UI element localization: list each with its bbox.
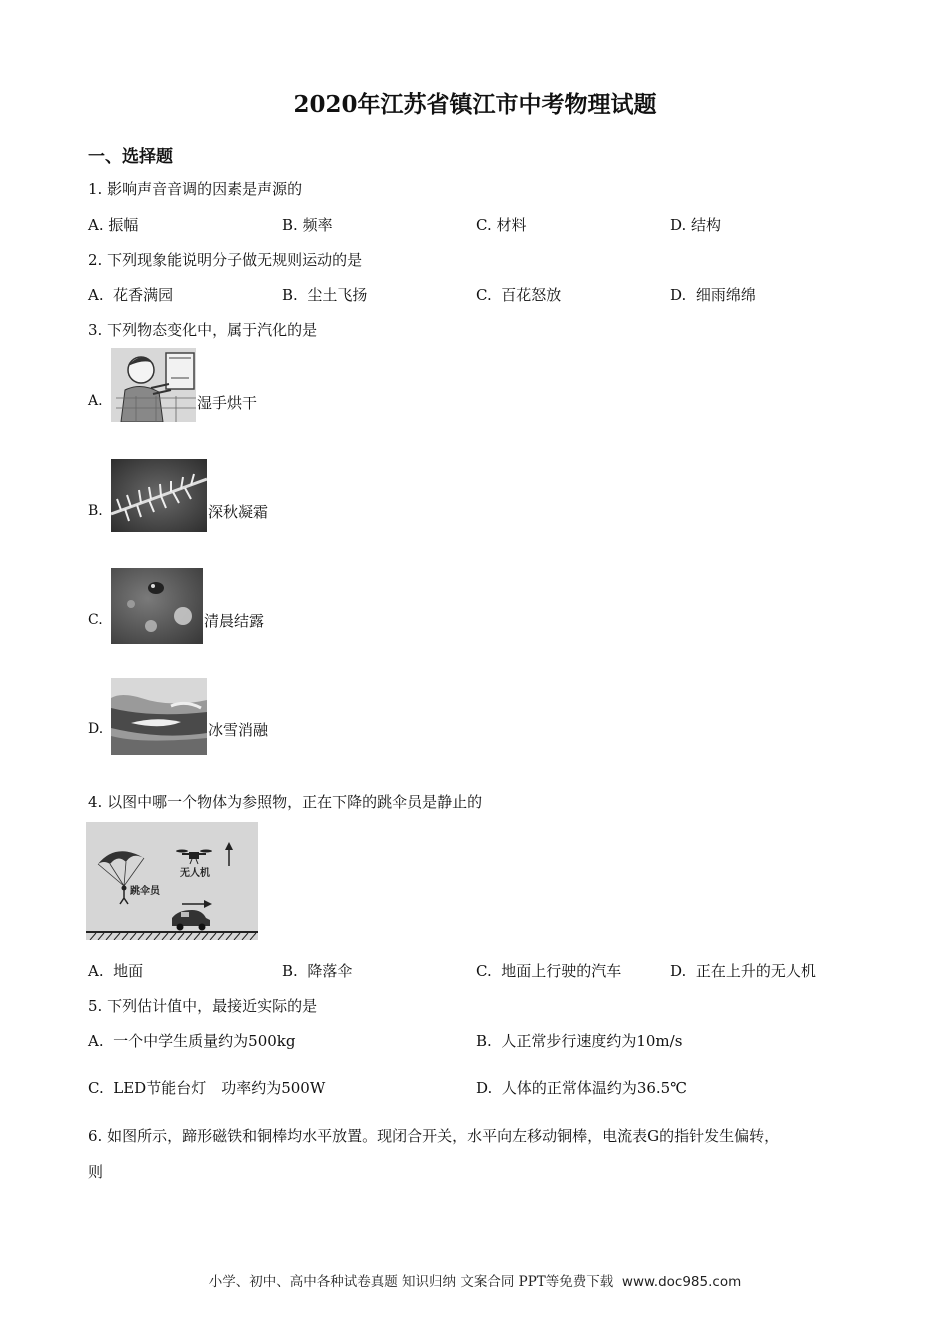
question-1-stem: 1. 影响声音音调的因素是声源的	[88, 180, 303, 198]
option-text: 地面	[113, 962, 144, 980]
option-text: 地面上行驶的汽车	[501, 962, 622, 980]
q3-option-c-label: C.	[88, 612, 103, 628]
q1-option-d	[670, 214, 721, 235]
option-label: C.	[88, 1079, 104, 1097]
question-5-stem: 5. 下列估计值中，最接近实际的是	[88, 997, 318, 1015]
q5-option-c	[88, 1077, 325, 1098]
footer-text: 小学、初中、高中各种试卷真题 知识归纳 文案合同 PPT等免费下载	[208, 1274, 614, 1290]
question-6-stem: 6. 如图所示，蹄形磁铁和铜棒均水平放置。现闭合开关，水平向左移动铜棒，电流表G的指针发生偏转，	[88, 1127, 780, 1145]
option-label: D.	[476, 1079, 493, 1097]
q2-option-a	[88, 284, 173, 305]
q1-option-b	[282, 214, 333, 235]
q4-option-b	[282, 960, 352, 981]
q5-option-a	[88, 1030, 295, 1051]
question-4-stem: 4. 以图中哪一个物体为参照物，正在下降的跳伞员是静止的	[88, 793, 483, 811]
option-text: 降落伞	[307, 962, 353, 980]
option-label: B.	[282, 962, 298, 980]
option-text: 一个中学生质量约为500kg	[113, 1032, 296, 1050]
option-label: A.	[88, 1032, 104, 1050]
q3-option-a-label: A.	[88, 393, 103, 409]
option-label: A.	[88, 216, 104, 234]
option-label: B.	[282, 286, 298, 304]
skydiver-label: 跳伞员	[130, 886, 160, 897]
option-text: 人正常步行速度约为10m/s	[501, 1032, 683, 1050]
q2-option-d	[670, 284, 756, 305]
q1-option-a	[88, 214, 138, 235]
q5-option-b	[476, 1030, 682, 1051]
question-2-stem: 2. 下列现象能说明分子做无规则运动的是	[88, 251, 363, 269]
dew-drops-image	[111, 568, 203, 644]
q2-option-c	[476, 284, 561, 305]
page-title: 2020年江苏省镇江市中考物理试题	[293, 91, 657, 118]
q4-option-c	[476, 960, 621, 981]
option-text: 材料	[496, 216, 527, 234]
option-label: B.	[282, 216, 298, 234]
option-text: LED节能台灯 功率约为500W	[113, 1079, 326, 1097]
drone-label: 无人机	[180, 868, 210, 879]
skydiver-diagram	[86, 822, 258, 940]
q3-option-d-label: D.	[88, 721, 104, 737]
hand-dryer-image	[111, 348, 196, 422]
option-text: 振幅	[108, 216, 139, 234]
q2-option-b	[282, 284, 367, 305]
option-label: A.	[88, 962, 104, 980]
page-footer	[0, 1270, 950, 1290]
section-heading: 一、选择题	[88, 147, 173, 167]
option-label: B.	[476, 1032, 492, 1050]
q4-option-a	[88, 960, 143, 981]
option-label: C.	[476, 216, 492, 234]
option-label: C.	[476, 286, 492, 304]
option-text: 正在上升的无人机	[695, 962, 816, 980]
option-label: A.	[88, 286, 104, 304]
q3-option-b-text: 深秋凝霜	[208, 503, 269, 521]
q3-option-b-label: B.	[88, 503, 103, 519]
frost-branch-image	[111, 459, 207, 532]
option-text: 百花怒放	[501, 286, 562, 304]
q1-option-c	[476, 214, 527, 235]
option-text: 结构	[691, 216, 722, 234]
option-text: 频率	[302, 216, 333, 234]
q3-option-c-text: 清晨结露	[204, 612, 265, 630]
option-label: C.	[476, 962, 492, 980]
option-text: 人体的正常体温约为36.5℃	[501, 1079, 687, 1097]
option-label: D.	[670, 216, 687, 234]
footer-url[interactable]: www.doc985.com	[621, 1274, 742, 1290]
option-label: D.	[670, 962, 687, 980]
option-text: 尘土飞扬	[307, 286, 368, 304]
q4-option-d	[670, 960, 816, 981]
q5-option-d	[476, 1077, 687, 1098]
q3-option-d-text: 冰雪消融	[208, 721, 269, 739]
question-3-stem: 3. 下列物态变化中，属于汽化的是	[88, 321, 318, 339]
melting-snow-image	[111, 678, 207, 755]
option-label: D.	[670, 286, 687, 304]
option-text: 花香满园	[113, 286, 174, 304]
question-6-stem-continued: 则	[88, 1163, 104, 1181]
q3-option-a-text: 湿手烘干	[197, 394, 258, 412]
option-text: 细雨绵绵	[695, 286, 756, 304]
